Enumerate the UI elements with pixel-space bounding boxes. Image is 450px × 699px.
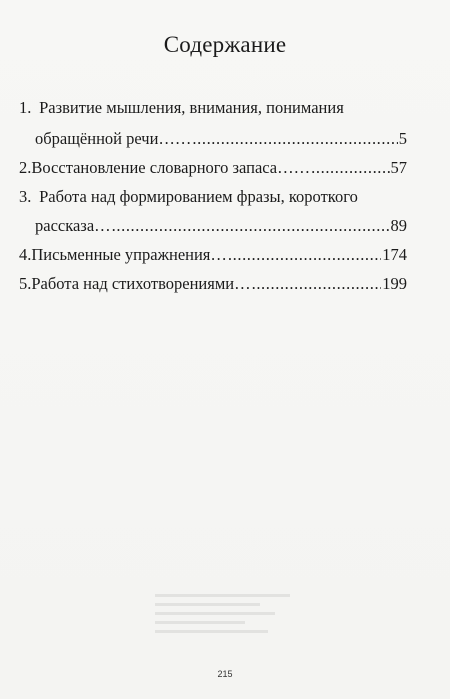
toc-entry-number: 3. [19, 187, 32, 206]
toc-entry-page: 199 [382, 274, 407, 293]
page-title: Содержание [163, 32, 287, 57]
toc-entry-5 [19, 272, 407, 296]
toc-entry-4 [19, 243, 407, 267]
toc-entry-2 [19, 156, 407, 180]
show-through-print [155, 588, 305, 648]
toc-entry-title: Письменные упражнения… [31, 245, 227, 264]
toc-entry-3-line-1 [19, 185, 407, 209]
toc-entry-page: 57 [390, 158, 407, 177]
dot-leader [192, 127, 397, 151]
toc-entry-3-line-2 [35, 214, 407, 238]
dot-leader [311, 156, 389, 180]
dot-leader [112, 214, 390, 238]
toc-entry-page: 5 [398, 129, 407, 148]
toc-entry-1-line-2 [35, 127, 407, 151]
toc-entry-title-continued: обращённой речи…… [35, 129, 192, 148]
toc-entry-number: 1. [19, 98, 32, 117]
toc-entry-title-continued: рассказа… [35, 216, 111, 235]
toc-entry-title: Восстановление словарного запаса…… [31, 158, 311, 177]
toc-entry-title: Работа над формированием фразы, короткого [39, 187, 358, 206]
toc-entry-page: 174 [382, 245, 407, 264]
toc-entry-1-line-1 [19, 96, 407, 120]
dot-leader [252, 272, 382, 296]
toc-entry-number: 5. [19, 274, 32, 293]
toc-entry-number: 2. [19, 158, 32, 177]
dot-leader [228, 243, 381, 267]
toc-entry-title: Работа над стихотворениями… [31, 274, 251, 293]
toc-entry-title: Развитие мышления, внимания, понимания [39, 98, 344, 117]
page-number: 215 [217, 669, 233, 679]
toc-entry-number: 4. [19, 245, 32, 264]
toc-entry-page: 89 [390, 216, 407, 235]
